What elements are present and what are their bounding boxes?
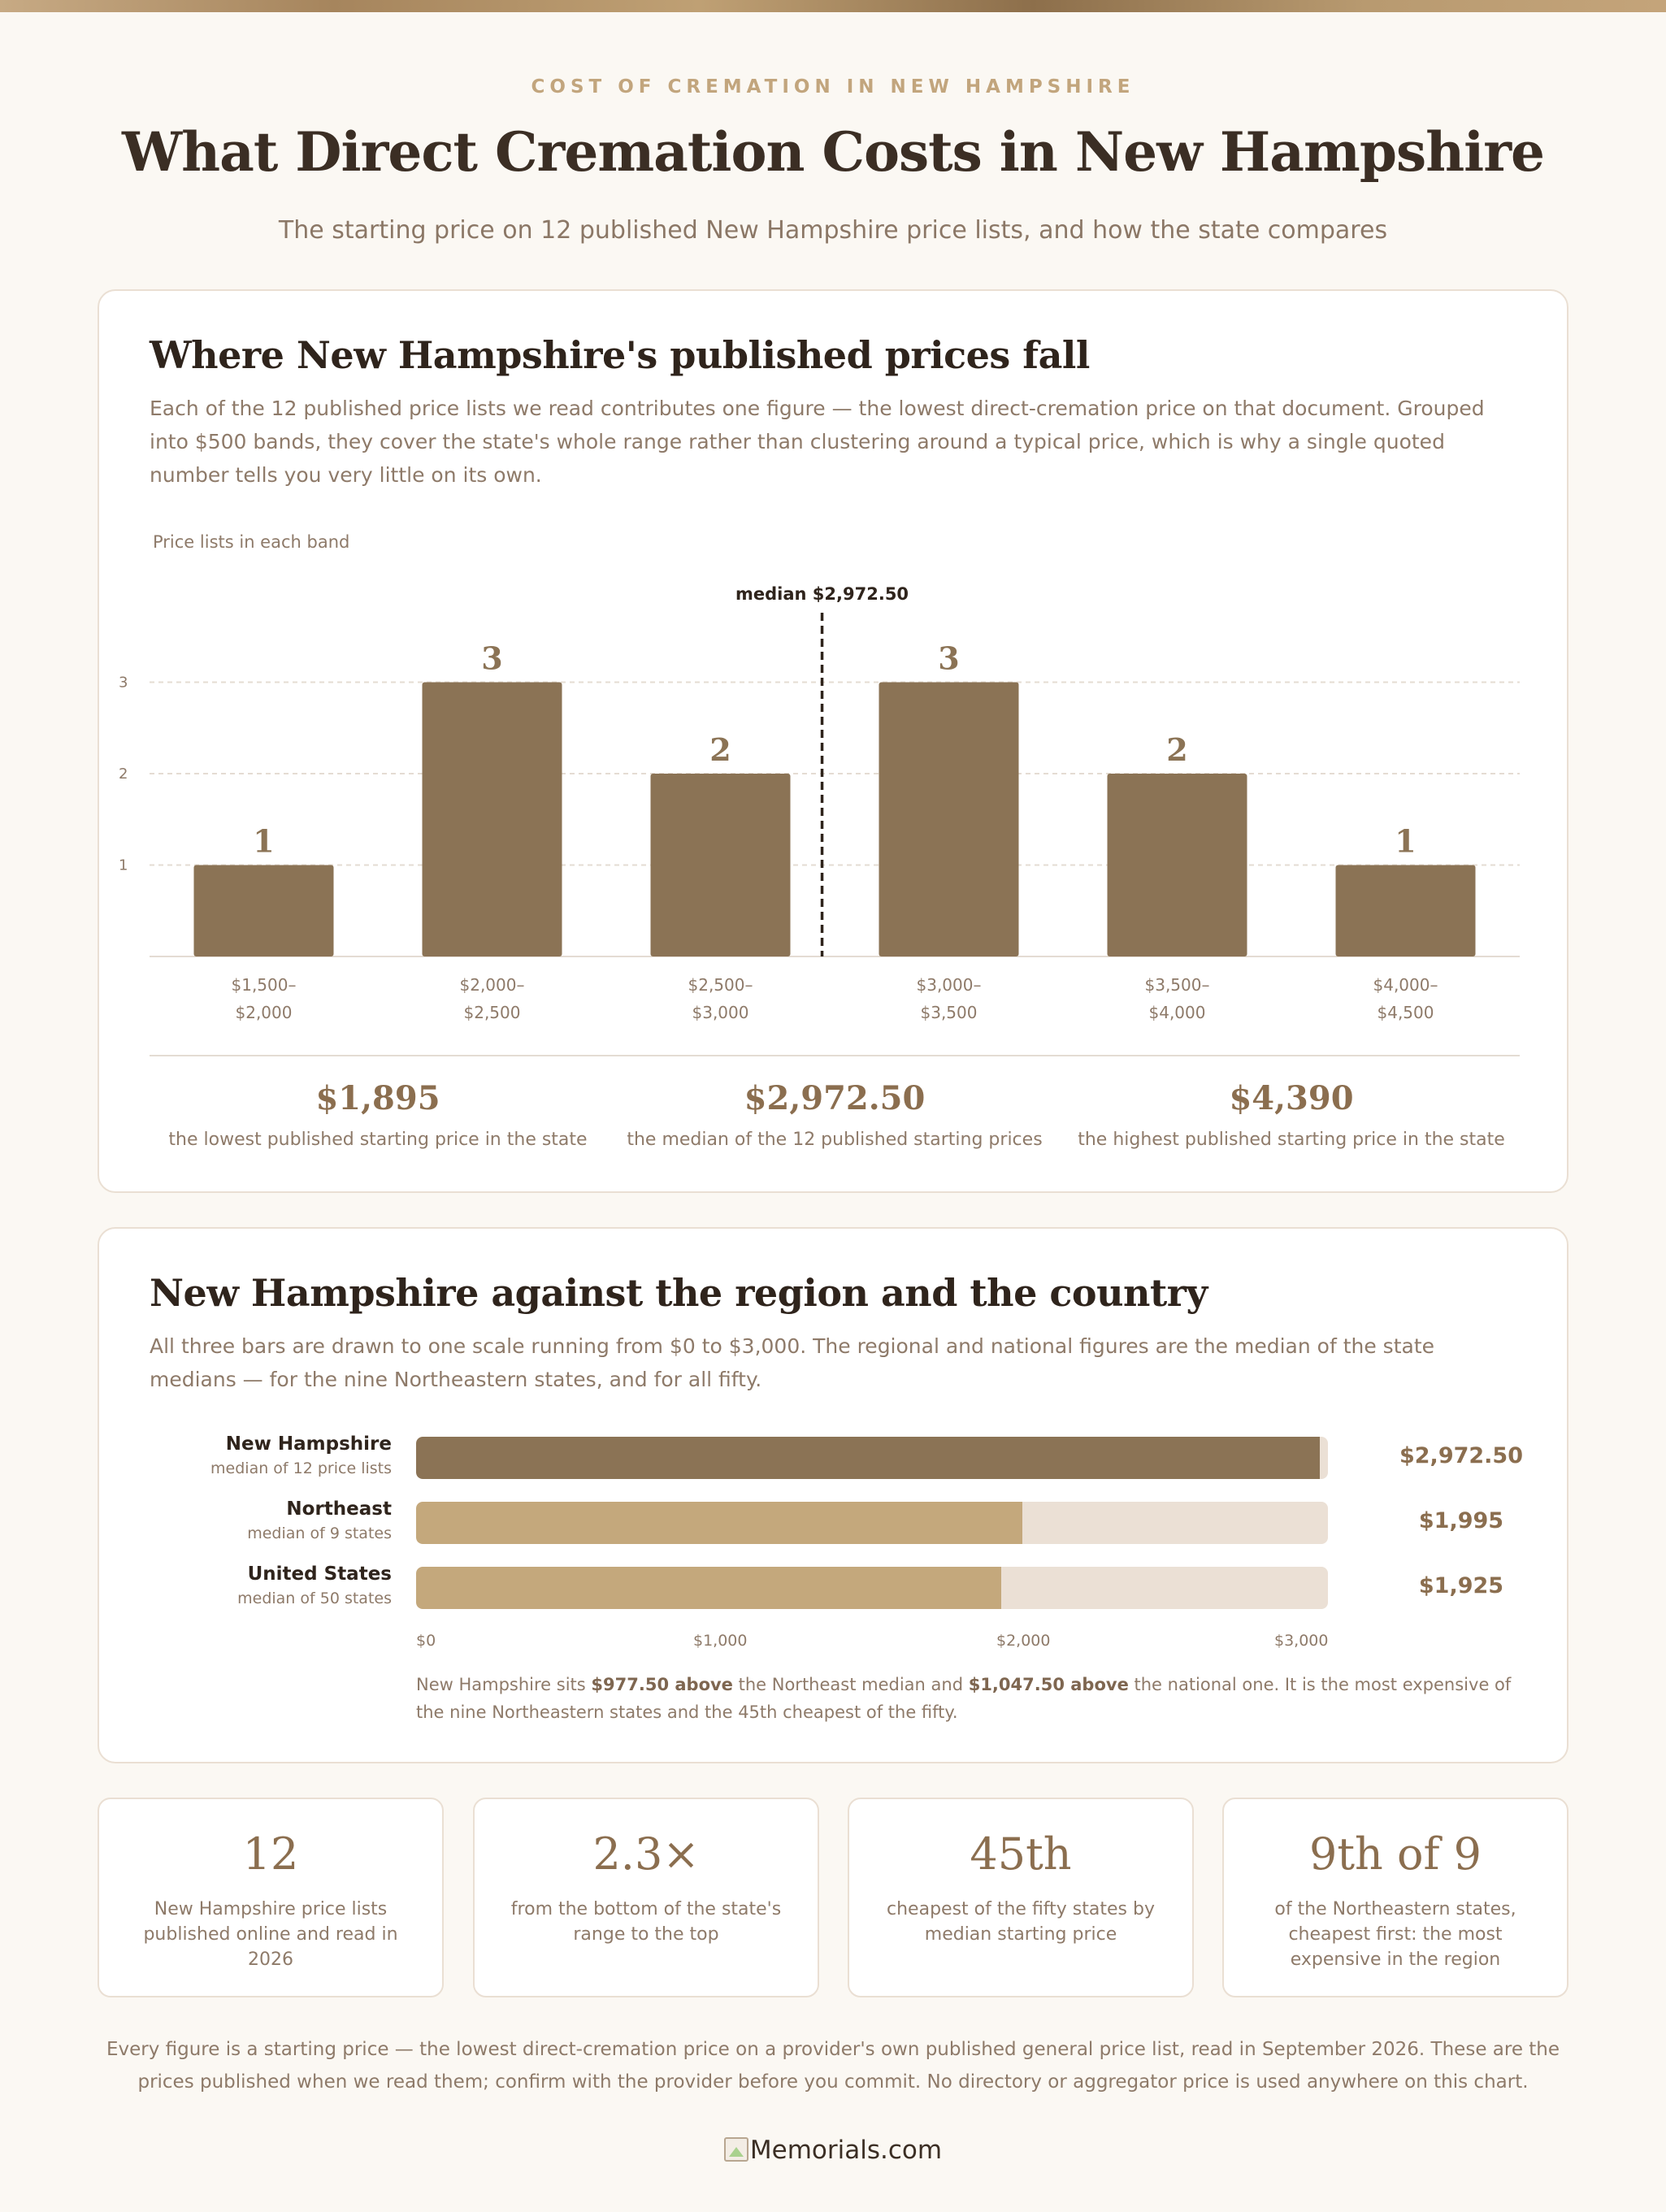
kpi-card-price-lists	[98, 1798, 444, 1997]
histogram-bar	[423, 683, 562, 957]
comparison-title: New Hampshire against the region and the country	[150, 1271, 1208, 1315]
x-tick-label: $4,000	[1148, 1003, 1206, 1022]
x-tick-label: $3,000	[1274, 1632, 1329, 1650]
row-subtitle: median of 50 states	[237, 1590, 392, 1607]
row-name: New Hampshire	[225, 1433, 392, 1455]
x-tick-label: $2,000	[996, 1632, 1051, 1650]
y-axis-title: Price lists in each band	[153, 532, 350, 552]
row-name: Northeast	[286, 1499, 392, 1520]
distribution-description: Each of the 12 published price lists we read contributes one figure — the lowest direct-cremation price on that document. Grouped into $500 bands, they cover the state's whole range rather than clustering around a typical price, which is why a single quoted number tells you very little on its own.	[150, 397, 1485, 487]
row-value: $1,925	[1418, 1573, 1504, 1598]
row-subtitle: median of 12 price lists	[210, 1459, 392, 1477]
summary-highest-label: the highest published starting price in the state	[1078, 1130, 1505, 1150]
row-track	[416, 1437, 1328, 1479]
bar-value-label: 3	[938, 640, 960, 677]
kpi-card-range-ratio	[473, 1798, 819, 1997]
note-text: New Hampshire sits	[416, 1675, 592, 1694]
kpi-label: of the Northeastern states, cheapest first: the most expensive in the region	[1274, 1899, 1516, 1970]
x-tick-label: $2,000	[235, 1003, 293, 1022]
methodology-footnote: Every figure is a starting price — the lowest direct-cremation price on a provider's own published general price list, read in September 2026. These are the prices published when we read them; confirm with the provider before you commit. No directory or aggregator price is used anywhere on this chart.	[106, 2039, 1560, 2093]
bar-value-label: 1	[1395, 822, 1417, 860]
row-value: $2,972.50	[1399, 1443, 1524, 1468]
brand-logo[interactable]	[0, 2136, 1666, 2165]
note-emphasis: $1,047.50 above	[968, 1675, 1129, 1694]
bar-value-label: 3	[481, 640, 503, 677]
summary-highest-value: $4,390	[1229, 1079, 1354, 1117]
distribution-card	[98, 289, 1568, 1193]
eyebrow-label: COST OF CREMATION IN NEW HAMPSHIRE	[531, 76, 1135, 98]
summary-lowest-value: $1,895	[315, 1079, 440, 1117]
note-text: the Northeast median and	[732, 1675, 969, 1694]
histogram-bar	[879, 683, 1019, 957]
kpi-label: cheapest of the fifty states by median starting price	[887, 1899, 1155, 1945]
median-marker-label: median $2,972.50	[735, 584, 909, 604]
bar-value-label: 2	[1166, 731, 1188, 768]
comparison-card	[98, 1227, 1568, 1763]
summary-median	[606, 1079, 1063, 1150]
summary-lowest-label: the lowest published starting price in the state	[168, 1130, 588, 1150]
row-bar	[416, 1567, 1001, 1609]
broken-image-icon	[724, 2137, 748, 2162]
x-tick-label: $1,000	[693, 1632, 748, 1650]
y-tick-label: 2	[119, 766, 128, 783]
summary-median-label: the median of the 12 published starting prices	[627, 1130, 1043, 1150]
comparison-row-northeast	[99, 1499, 1570, 1546]
histogram-bar	[194, 865, 334, 957]
comparison-description: All three bars are drawn to one scale running from $0 to $3,000. The regional and national figures are the median of the state medians — for the nine Northeastern states, and for all fifty.	[150, 1334, 1435, 1391]
row-track	[416, 1502, 1328, 1544]
kpi-label: New Hampshire price lists published online and read in 2026	[143, 1899, 398, 1970]
x-tick-label: $2,000–	[459, 975, 525, 995]
row-bar	[416, 1502, 1022, 1544]
summary-lowest	[150, 1079, 606, 1150]
row-bar	[416, 1437, 1320, 1479]
row-track	[416, 1567, 1328, 1609]
kpi-value: 9th of 9	[1308, 1828, 1482, 1880]
summary-highest	[1063, 1079, 1520, 1150]
histogram-bar	[1336, 865, 1476, 957]
page-title: What Direct Cremation Costs in New Hampshire	[121, 120, 1545, 184]
bar-value-label: 2	[709, 731, 731, 768]
x-tick-label: $3,500	[920, 1003, 978, 1022]
page-subtitle: The starting price on 12 published New Hampshire price lists, and how the state compares	[278, 216, 1388, 245]
comparison-row-united-states	[99, 1564, 1570, 1611]
x-tick-label: $0	[416, 1632, 436, 1650]
top-accent-bar	[0, 0, 1666, 12]
comparison-note	[416, 1671, 1521, 1726]
x-tick-label: $3,500–	[1144, 975, 1210, 995]
x-tick-label: $3,000	[692, 1003, 749, 1022]
comparison-row-new-hampshire	[99, 1433, 1570, 1481]
row-name: United States	[247, 1564, 392, 1585]
kpi-card-national-rank	[848, 1798, 1194, 1997]
kpi-value: 2.3×	[592, 1828, 700, 1880]
bar-value-label: 1	[253, 822, 275, 860]
row-subtitle: median of 9 states	[247, 1525, 392, 1542]
histogram-bar	[651, 774, 791, 956]
x-tick-label: $4,500	[1377, 1003, 1434, 1022]
kpi-card-regional-rank	[1222, 1798, 1568, 1997]
x-tick-label: $2,500	[463, 1003, 521, 1022]
logo-text: Memorials.com	[749, 2136, 943, 2165]
distribution-summary	[150, 1079, 1520, 1177]
x-tick-label: $1,500–	[231, 975, 297, 995]
price-band-histogram	[99, 291, 1570, 1071]
kpi-value: 12	[242, 1828, 299, 1880]
kpi-value: 45th	[970, 1828, 1072, 1880]
y-tick-label: 1	[119, 857, 128, 874]
note-text: the national one. It is the most expensive of the nine Northeastern states and the 45th cheapest of the fifty.	[416, 1675, 1512, 1722]
kpi-label: from the bottom of the state's range to the top	[510, 1899, 782, 1945]
y-tick-label: 3	[119, 674, 128, 692]
summary-median-value: $2,972.50	[744, 1079, 926, 1117]
distribution-title: Where New Hampshire's published prices fall	[150, 333, 1090, 377]
row-value: $1,995	[1418, 1508, 1504, 1533]
x-tick-label: $3,000–	[916, 975, 982, 995]
x-tick-label: $4,000–	[1373, 975, 1438, 995]
x-tick-label: $2,500–	[688, 975, 753, 995]
note-emphasis: $977.50 above	[591, 1675, 733, 1694]
histogram-bar	[1108, 774, 1247, 956]
